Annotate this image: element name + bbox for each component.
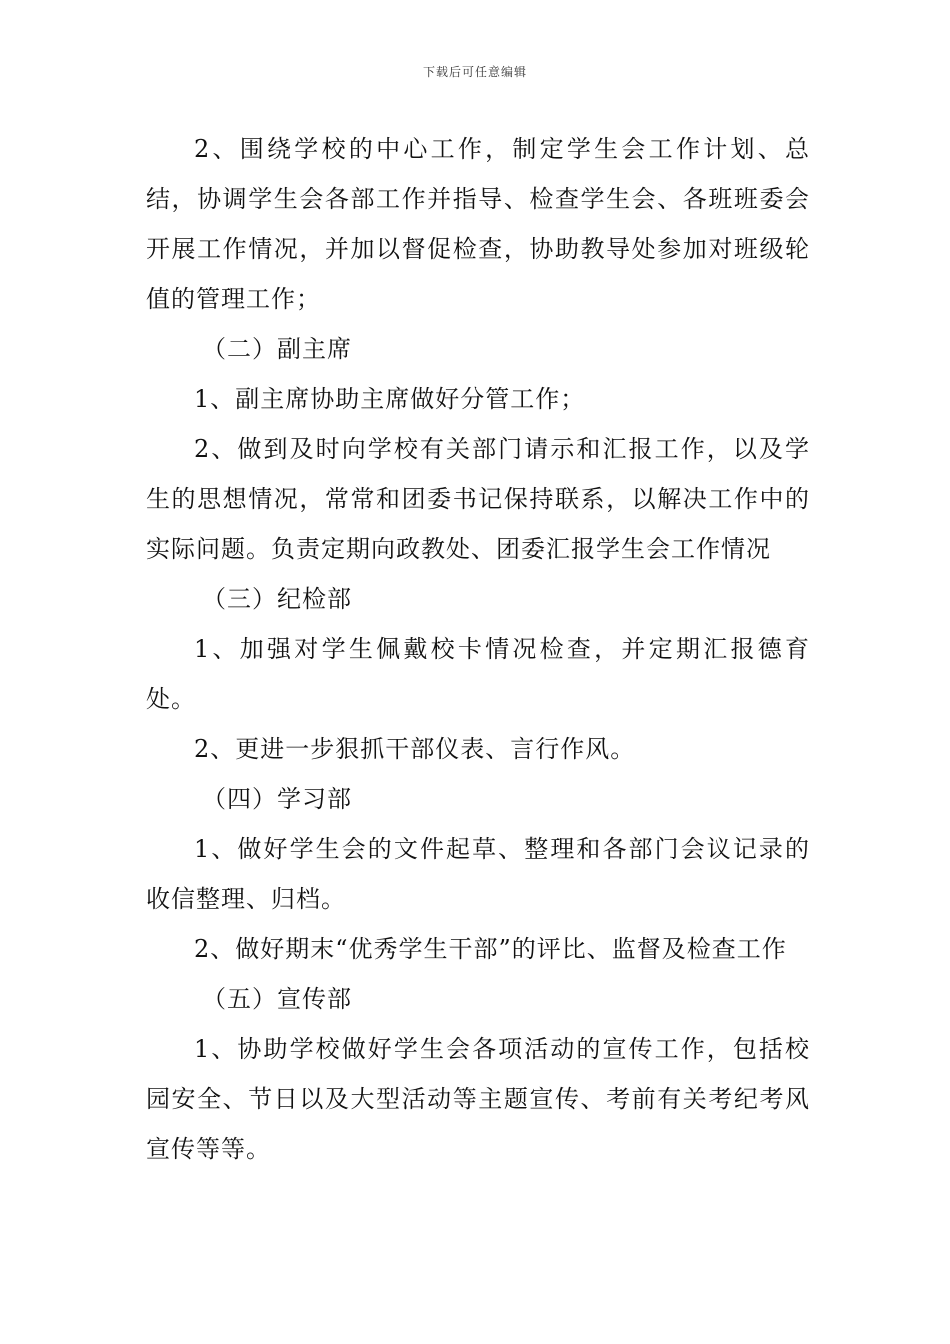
section-heading-study: （四）学习部 bbox=[202, 785, 352, 813]
paragraph-vice-chairman-duty-1: 1、副主席协助主席做好分管工作； bbox=[194, 385, 586, 413]
paragraph-chairman-duty-2: 2、围绕学校的中心工作，制定学生会工作计划、总结，协调学生会各部工作并指导、检查学生会、各班班委会开展工作情况，并加以督促检查，协助教导处参加对班级轮值的管理工作； bbox=[146, 135, 810, 313]
document-body bbox=[146, 124, 810, 1174]
paragraph-discipline-duty-1: 1、加强对学生佩戴校卡情况检查，并定期汇报德育处。 bbox=[146, 635, 810, 713]
paragraph-publicity-duty-1: 1、协助学校做好学生会各项活动的宣传工作，包括校园安全、节日以及大型活动等主题宣传、考前有关考纪考风宣传等等。 bbox=[146, 1035, 810, 1163]
paragraph-study-duty-1: 1、做好学生会的文件起草、整理和各部门会议记录的收信整理、归档。 bbox=[146, 835, 810, 913]
section-heading-discipline: （三）纪检部 bbox=[202, 585, 352, 613]
page-header-note: 下载后可任意编辑 bbox=[422, 65, 527, 79]
paragraph-vice-chairman-duty-2: 2、做到及时向学校有关部门请示和汇报工作，以及学生的思想情况，常常和团委书记保持联系，以解决工作中的实际问题。负责定期向政教处、团委汇报学生会工作情况 bbox=[146, 435, 810, 563]
paragraph-study-duty-2: 2、做好期末“优秀学生干部”的评比、监督及检查工作 bbox=[194, 935, 787, 963]
section-heading-vice-chairman: （二）副主席 bbox=[202, 335, 352, 363]
section-heading-publicity: （五）宣传部 bbox=[202, 985, 352, 1013]
paragraph-discipline-duty-2: 2、更进一步狠抓干部仪表、言行作风。 bbox=[194, 735, 636, 763]
